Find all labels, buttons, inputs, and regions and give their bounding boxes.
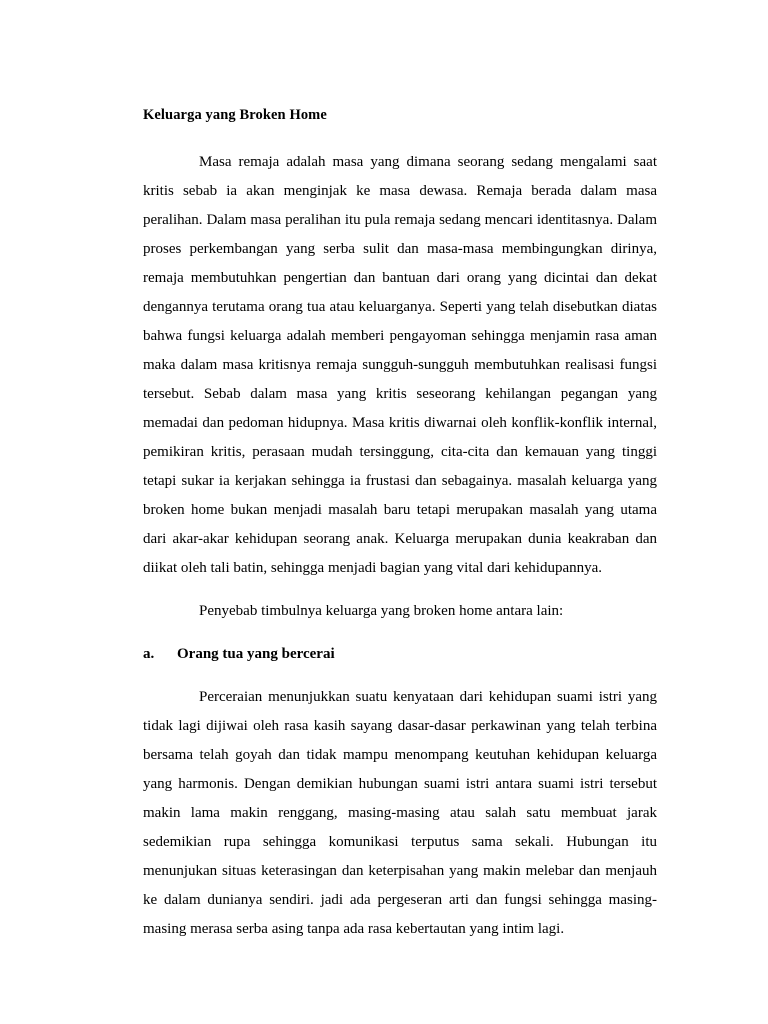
list-item-label: Orang tua yang bercerai	[177, 645, 335, 662]
spacer	[143, 626, 657, 640]
list-item	[143, 640, 657, 669]
paragraph-3: Perceraian menunjukkan suatu kenyataan dari kehidupan suami istri yang tidak lagi dijiwai oleh rasa kasih sayang dasar-dasar perkawinan yang telah terbina bersama telah goyah dan tidak mampu menompang keutuhan kehidupan keluarga yang harmonis. Dengan demikian hubungan suami istri antara suami istri tersebut makin lama makin renggang, masing-masing atau salah satu membuat jarak sedemikian rupa sehingga komunikasi terputus sama sekali. Hubungan itu menunjukan situas keterasingan dan keterpisahan yang makin melebar dan menjauh ke dalam dunianya sendiri. jadi ada pergeseran arti dan fungsi sehingga masing-masing merasa serba asing tanpa ada rasa kebertautan yang intim lagi.	[143, 688, 657, 937]
spacer	[143, 583, 657, 597]
spacer	[143, 669, 657, 683]
list-item-marker: a.	[143, 645, 155, 662]
document-title: Keluarga yang Broken Home	[143, 107, 327, 123]
document-body	[143, 106, 657, 944]
paragraph-1: Masa remaja adalah masa yang dimana seorang sedang mengalami saat kritis sebab ia akan menginjak ke masa dewasa. Remaja berada dalam masa peralihan. Dalam masa peralihan itu pula remaja sedang mencari identitasnya. Dalam proses perkembangan yang serba sulit dan masa-masa membingungkan dirinya, remaja membutuhkan pengertian dan bantuan dari orang yang dicintai dan dekat dengannya terutama orang tua atau keluarganya. Seperti yang telah disebutkan diatas bahwa fungsi keluarga adalah memberi pengayoman sehingga menjamin rasa aman maka dalam masa kritisnya remaja sungguh-sungguh membutuhkan realisasi fungsi tersebut. Sebab dalam masa yang kritis seseorang kehilangan pegangan yang memadai dan pedoman hidupnya. Masa kritis diwarnai oleh konflik-konflik internal, pemikiran kritis, perasaan mudah tersinggung, cita-cita dan kemauan yang tinggi tetapi sukar ia kerjakan sehingga ia frustasi dan sebagainya. masalah keluarga yang broken home bukan menjadi masalah baru tetapi merupakan masalah yang utama dari akar-akar kehidupan seorang anak. Keluarga merupakan dunia keakraban dan diikat oleh tali batin, sehingga menjadi bagian yang vital dari kehidupannya.	[143, 153, 657, 576]
paragraph-2: Penyebab timbulnya keluarga yang broken home antara lain:	[199, 602, 564, 619]
